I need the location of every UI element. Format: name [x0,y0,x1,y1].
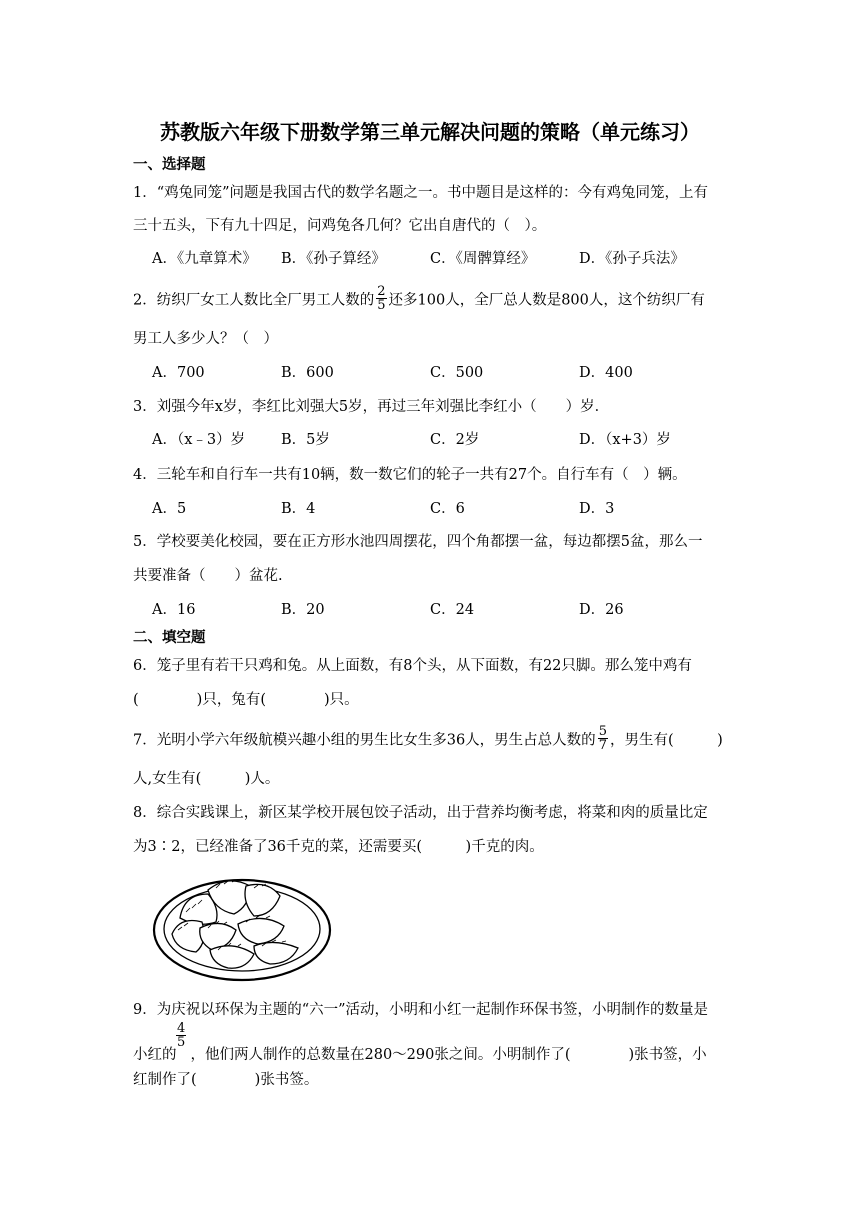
fraction-two-fifths: $\frac{2}{5}$ [377,284,386,313]
question-1-option-a[interactable]: A．《九章算术》 [152,251,257,267]
dumpling [245,884,280,916]
question-7-line-1 [133,724,723,754]
question-2-line-2: 男工人多少人？（ ） [133,331,278,347]
question-6-line-2: ( )只，兔有( )只。 [133,692,359,708]
question-5-option-c[interactable]: C．24 [430,602,475,618]
question-3-option-a[interactable]: A．（x﹣3）岁 [152,432,246,448]
question-7-text-a: 7．光明小学六年级航模兴趣小组的男生比女生多36人，男生占总人数的 [133,732,596,749]
dumpling [172,921,204,953]
section-heading-fill: 二、填空题 [133,630,206,646]
question-5-option-d[interactable]: D．26 [579,602,624,618]
question-9-line-1: 9．为庆祝以环保为主题的“六一”活动，小明和小红一起制作环保书签，小明制作的数量是 [133,1002,709,1018]
question-8-line-1: 8．综合实践课上，新区某学校开展包饺子活动，出于营养均衡考虑，将菜和肉的质量比定 [133,805,708,821]
dumpling [210,946,254,968]
fraction-four-fifths: $\frac{4}{5}$ [177,1021,186,1050]
question-3-option-d[interactable]: D．（x+3）岁 [579,432,671,448]
question-9-text-b: ，他们两人制作的总数量在280～290张之间。小明制作了( )张书签，小 [190,1047,707,1063]
question-2-option-c[interactable]: C．500 [430,365,484,381]
question-2-line-1 [133,284,705,314]
question-6-line-1: 6．笼子里有若干只鸡和兔。从上面数，有8个头，从下面数，有22只脚。那么笼中鸡有 [133,658,692,674]
question-2-option-b[interactable]: B．600 [281,365,334,381]
question-8-line-2: 为3∶2，已经准备了36千克的菜，还需要买( )千克的肉。 [133,839,544,855]
question-3-line-1: 3．刘强今年x岁，李红比刘强大5岁，再过三年刘强比李红小（ ）岁． [133,399,610,415]
question-9-text-a: 小红的 [133,1047,177,1063]
dumpling [254,942,298,964]
question-1-option-c[interactable]: C．《周髀算经》 [430,251,536,267]
question-4-option-b[interactable]: B．4 [281,501,316,517]
question-9-line-2 [133,1043,707,1064]
section-heading-choice: 一、选择题 [133,157,206,173]
question-4-line-1: 4．三轮车和自行车一共有10辆，数一数它们的轮子一共有27个。自行车有（ ）辆。 [133,467,687,483]
question-2-option-a[interactable]: A．700 [152,365,205,381]
question-5-option-a[interactable]: A．16 [152,602,196,618]
dumpling-plate-illustration [150,872,340,984]
fraction-five-sevenths: $\frac{5}{7}$ [598,724,607,753]
question-9-line-3: 红制作了( )张书签。 [133,1072,319,1088]
question-2-text-a: 2．纺织厂女工人数比全厂男工人数的 [133,292,375,309]
question-1-option-d[interactable]: D．《孙子兵法》 [579,251,685,267]
question-2-option-d[interactable]: D．400 [579,365,633,381]
question-7-line-2: 人,女生有( )人。 [133,771,280,787]
question-3-option-b[interactable]: B．5岁 [281,432,330,448]
question-1-line-1: 1．“鸡兔同笼”问题是我国古代的数学名题之一。书中题目是这样的：今有鸡兔同笼，上有 [133,185,709,201]
question-5-line-2: 共要准备（ ）盆花. [133,568,283,584]
question-3-option-c[interactable]: C．2岁 [430,432,480,448]
dumplings [172,881,298,968]
question-4-option-c[interactable]: C．6 [430,501,465,517]
question-7-text-b: ，男生有( ) [609,732,723,749]
question-1-option-b[interactable]: B．《孙子算经》 [281,251,386,267]
question-5-line-1: 5．学校要美化校园，要在正方形水池四周摆花，四个角都摆一盆，每边都摆5盆，那么一 [133,534,703,550]
page-title: 苏教版六年级下册数学第三单元解决问题的策略（单元练习） [160,120,700,144]
question-5-option-b[interactable]: B．20 [281,602,325,618]
question-4-option-a[interactable]: A．5 [152,501,187,517]
dumpling [238,918,284,944]
question-2-text-b: 还多100人，全厂总人数是800人，这个纺织厂有 [388,292,705,309]
question-1-line-2: 三十五头，下有九十四足，问鸡兔各几何？它出自唐代的（ ）。 [133,218,547,234]
question-4-option-d[interactable]: D．3 [579,501,615,517]
